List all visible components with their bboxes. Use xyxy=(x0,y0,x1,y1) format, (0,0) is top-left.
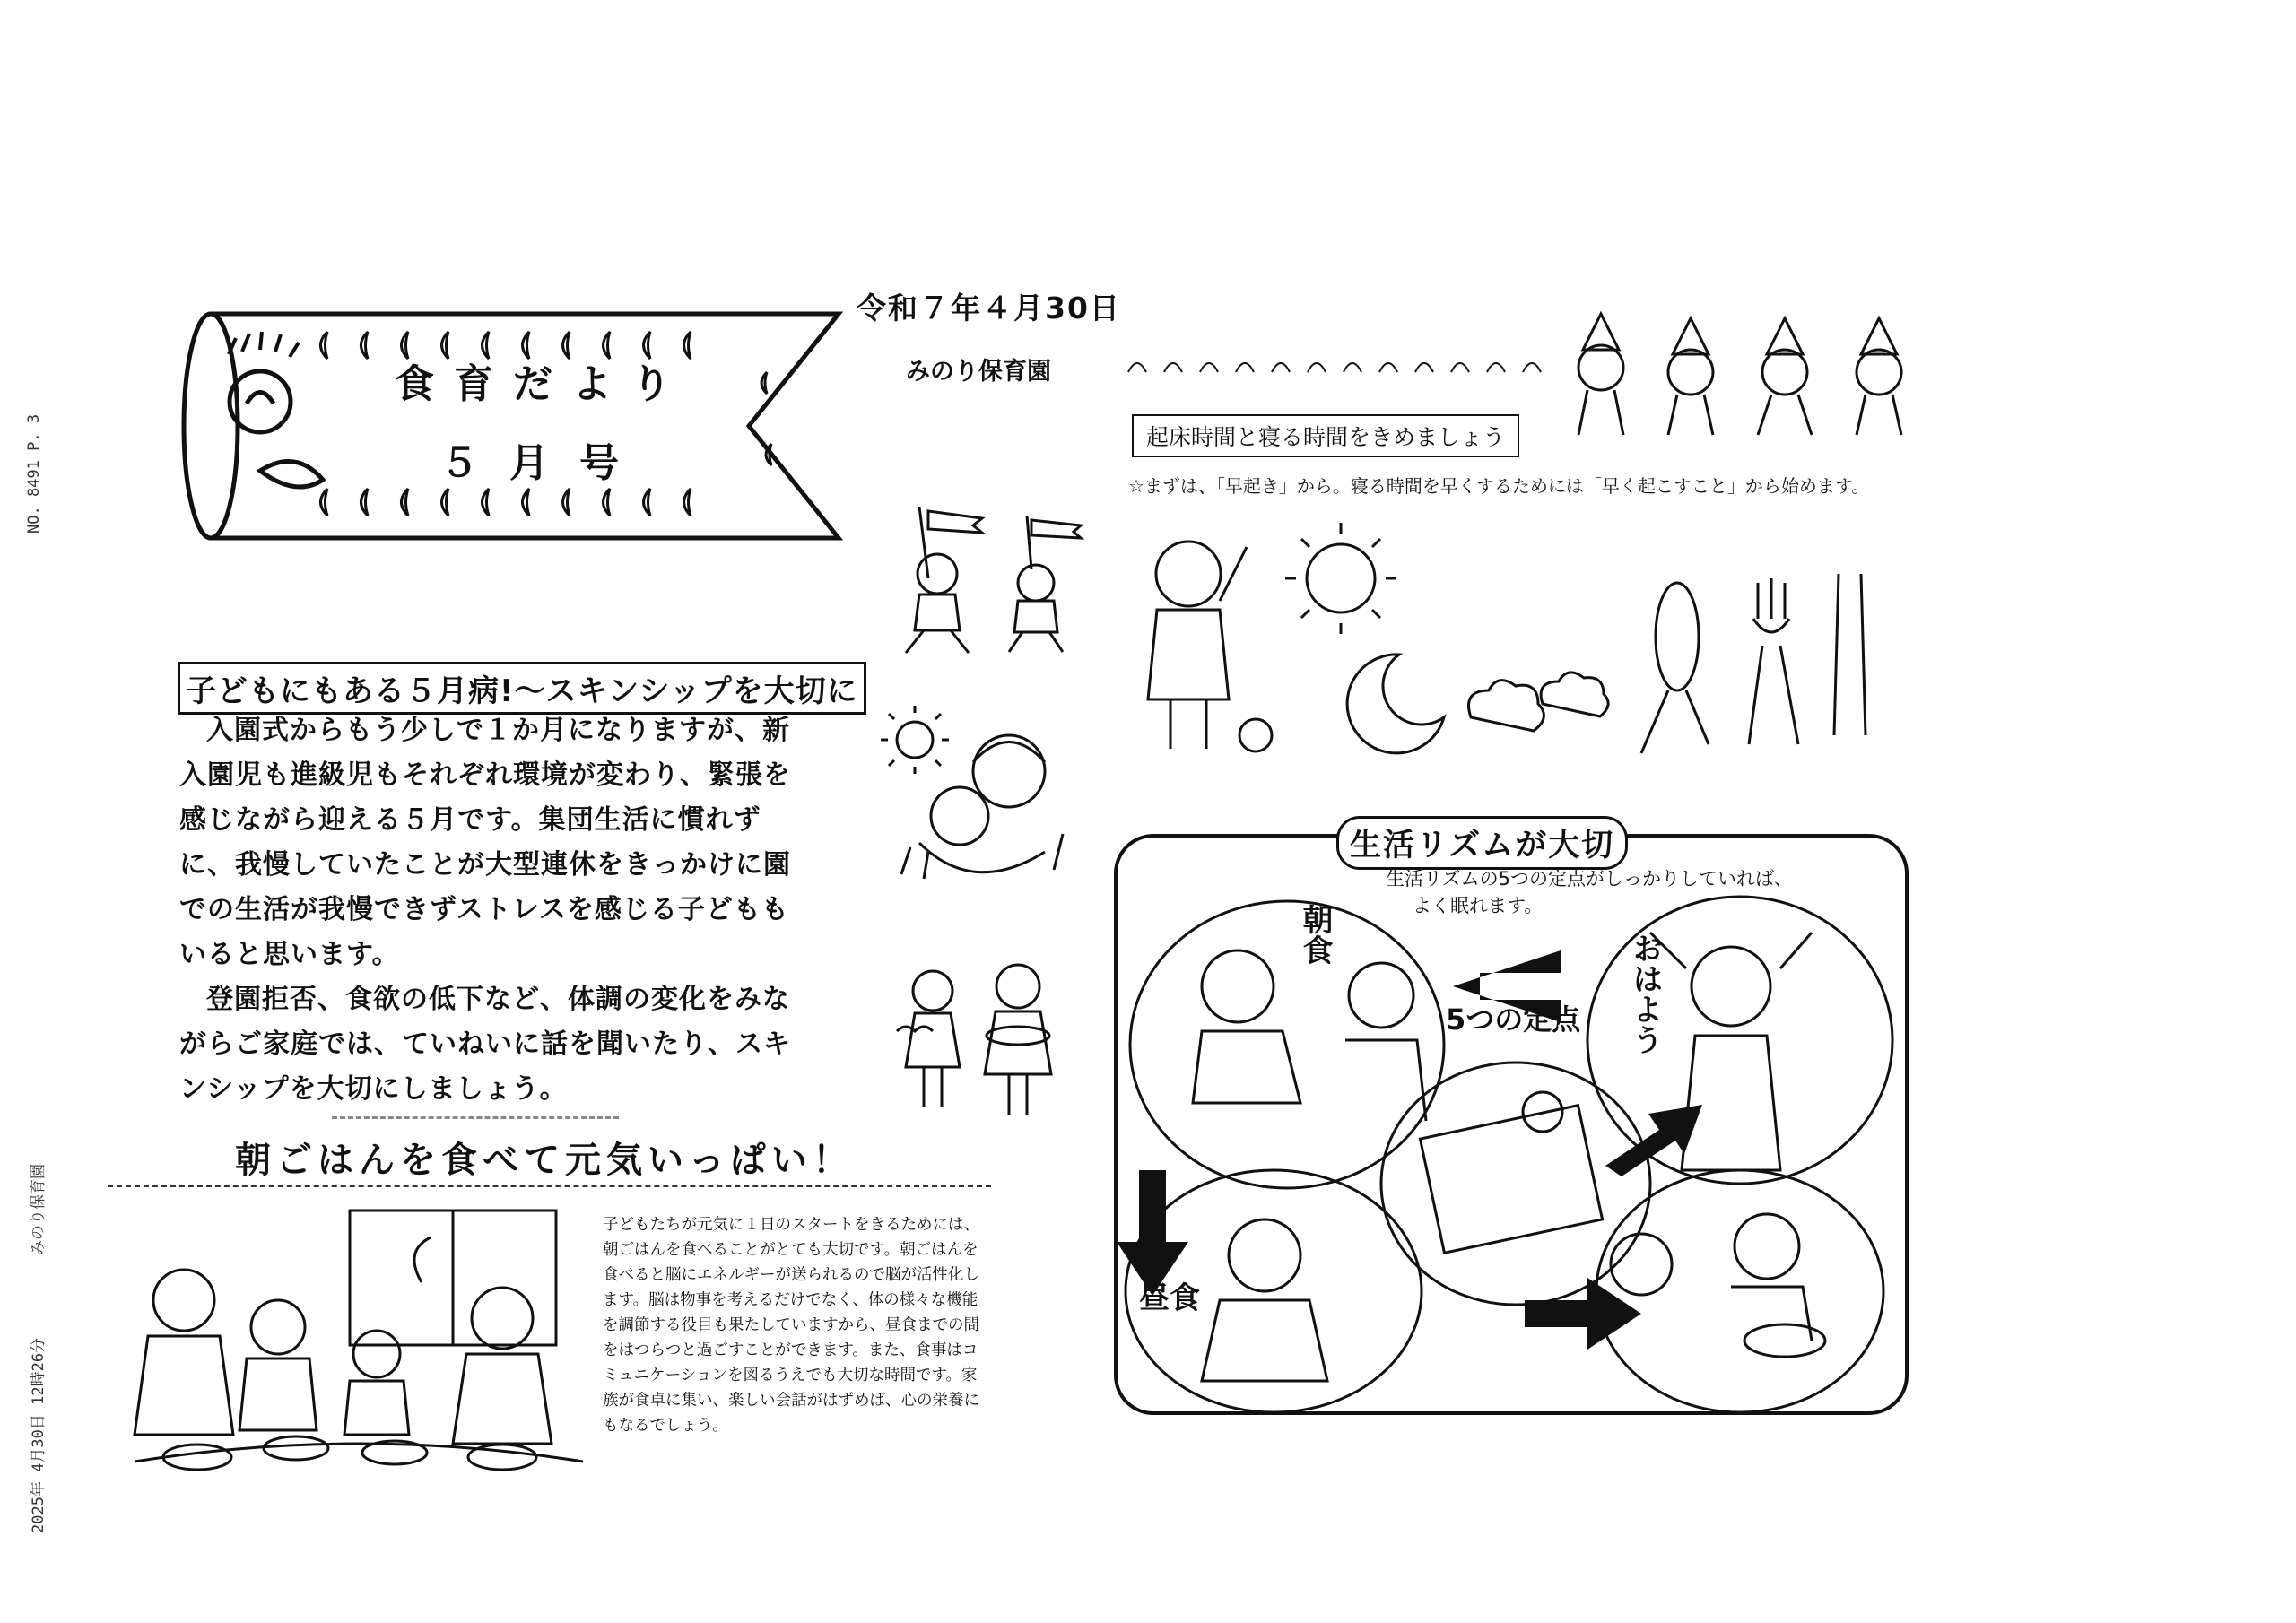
dashed-divider xyxy=(108,1185,991,1187)
sleep-wake-illustrations xyxy=(1130,520,1901,771)
daily-rhythm-title: 生活リズムが大切 xyxy=(1336,816,1628,870)
fork-icon xyxy=(1753,578,1789,632)
fax-timestamp: 2025年 4月30日 12時26分 xyxy=(30,1337,48,1533)
dancing-children-illustration xyxy=(1561,305,1919,448)
children-with-food-illustration xyxy=(883,950,1072,1139)
sun-icon xyxy=(1307,544,1375,612)
lunch-label: 昼食 xyxy=(1139,1280,1200,1316)
family-breakfast-illustration xyxy=(135,1202,583,1471)
article2-body: 子どもたちが元気に１日のスタートをきるためには、朝ごはんを食べることがとても大切です。朝ごはんを食べると脳にエネルギーが送られるので脳が活性化します。脳は物事を考えるだけでなく、体の様々な機能を調節する役目も果たしていますから、昼食までの間をはつらつと過ごすことができます。また、食事はコミュニケーションを図るうえでも大切な時間です。家族が食卓に集い、楽しい会話がはずめば、心の栄養にもなるでしょう。 xyxy=(603,1216,979,1435)
daily-rhythm-description-line: よく眠れます。 xyxy=(1413,895,1544,916)
wake-sleep-heading: 起床時間と寝る時間をきめましょう xyxy=(1132,414,1519,457)
organization-name: みのり保育園 xyxy=(906,358,1051,386)
issue-number: ５月号 xyxy=(439,440,649,486)
article1-paragraph: 入園式からもう少しで１か月になりますが、新入園児も進級児もそれぞれ環境が変わり、緊張を感じながら迎える５月です。集団生活に慣れずに、我慢していたことが大型連休をきっかけに園での生活が我慢できずストレスを感じる子どももいると思います。 xyxy=(179,715,791,970)
fax-sender: みのり保育園 xyxy=(30,1164,48,1255)
article1-paragraph: 登園拒否、食欲の低下など、体調の変化をみながらご家庭では、ていねいに話を聞いたり、スキンシップを大切にしましょう。 xyxy=(179,984,791,1105)
children-carp-flags-illustration xyxy=(883,498,1099,668)
moon-icon xyxy=(1347,655,1444,753)
flower-border xyxy=(1119,345,1545,381)
cloud-icon xyxy=(1469,681,1544,731)
daily-rhythm-description-line: 生活リズムの5つの定点がしっかりしていれば、 xyxy=(1386,868,1793,890)
chopsticks-icon xyxy=(1834,574,1866,735)
cloud-icon xyxy=(1541,673,1608,716)
issue-date: 令和７年４月30日 xyxy=(857,291,1121,325)
five-points-label: 5つの定点 xyxy=(1446,1002,1581,1037)
arrow-up-right-icon xyxy=(1605,1105,1702,1176)
newsletter-title: 食育だより xyxy=(395,361,691,407)
alarm-clock-icon xyxy=(1239,719,1272,751)
article1-heading: 子どもにもある５月病!～スキンシップを大切に xyxy=(178,662,866,715)
article1-body xyxy=(179,708,807,1112)
wake-up-label: おはよう xyxy=(1627,933,1663,1055)
decorative-dash xyxy=(332,1116,619,1119)
wake-sleep-note: ☆まずは、「早起き」から。寝る時間を早くするためには「早く起こすこと」から始めます。 xyxy=(1128,475,1870,497)
spoon-icon xyxy=(1656,583,1699,690)
sun-icon xyxy=(897,722,933,758)
fax-number: NO. 8491 P. 3 xyxy=(25,413,43,534)
daily-rhythm-cycle-illustration xyxy=(1121,888,1901,1408)
dinner-scene xyxy=(1596,1170,1883,1412)
child-hug-sun-illustration xyxy=(883,708,1090,888)
article2-heading: 朝ごはんを食べて元気いっぱい！ xyxy=(235,1140,854,1181)
breakfast-label: 朝食 xyxy=(1297,904,1333,965)
